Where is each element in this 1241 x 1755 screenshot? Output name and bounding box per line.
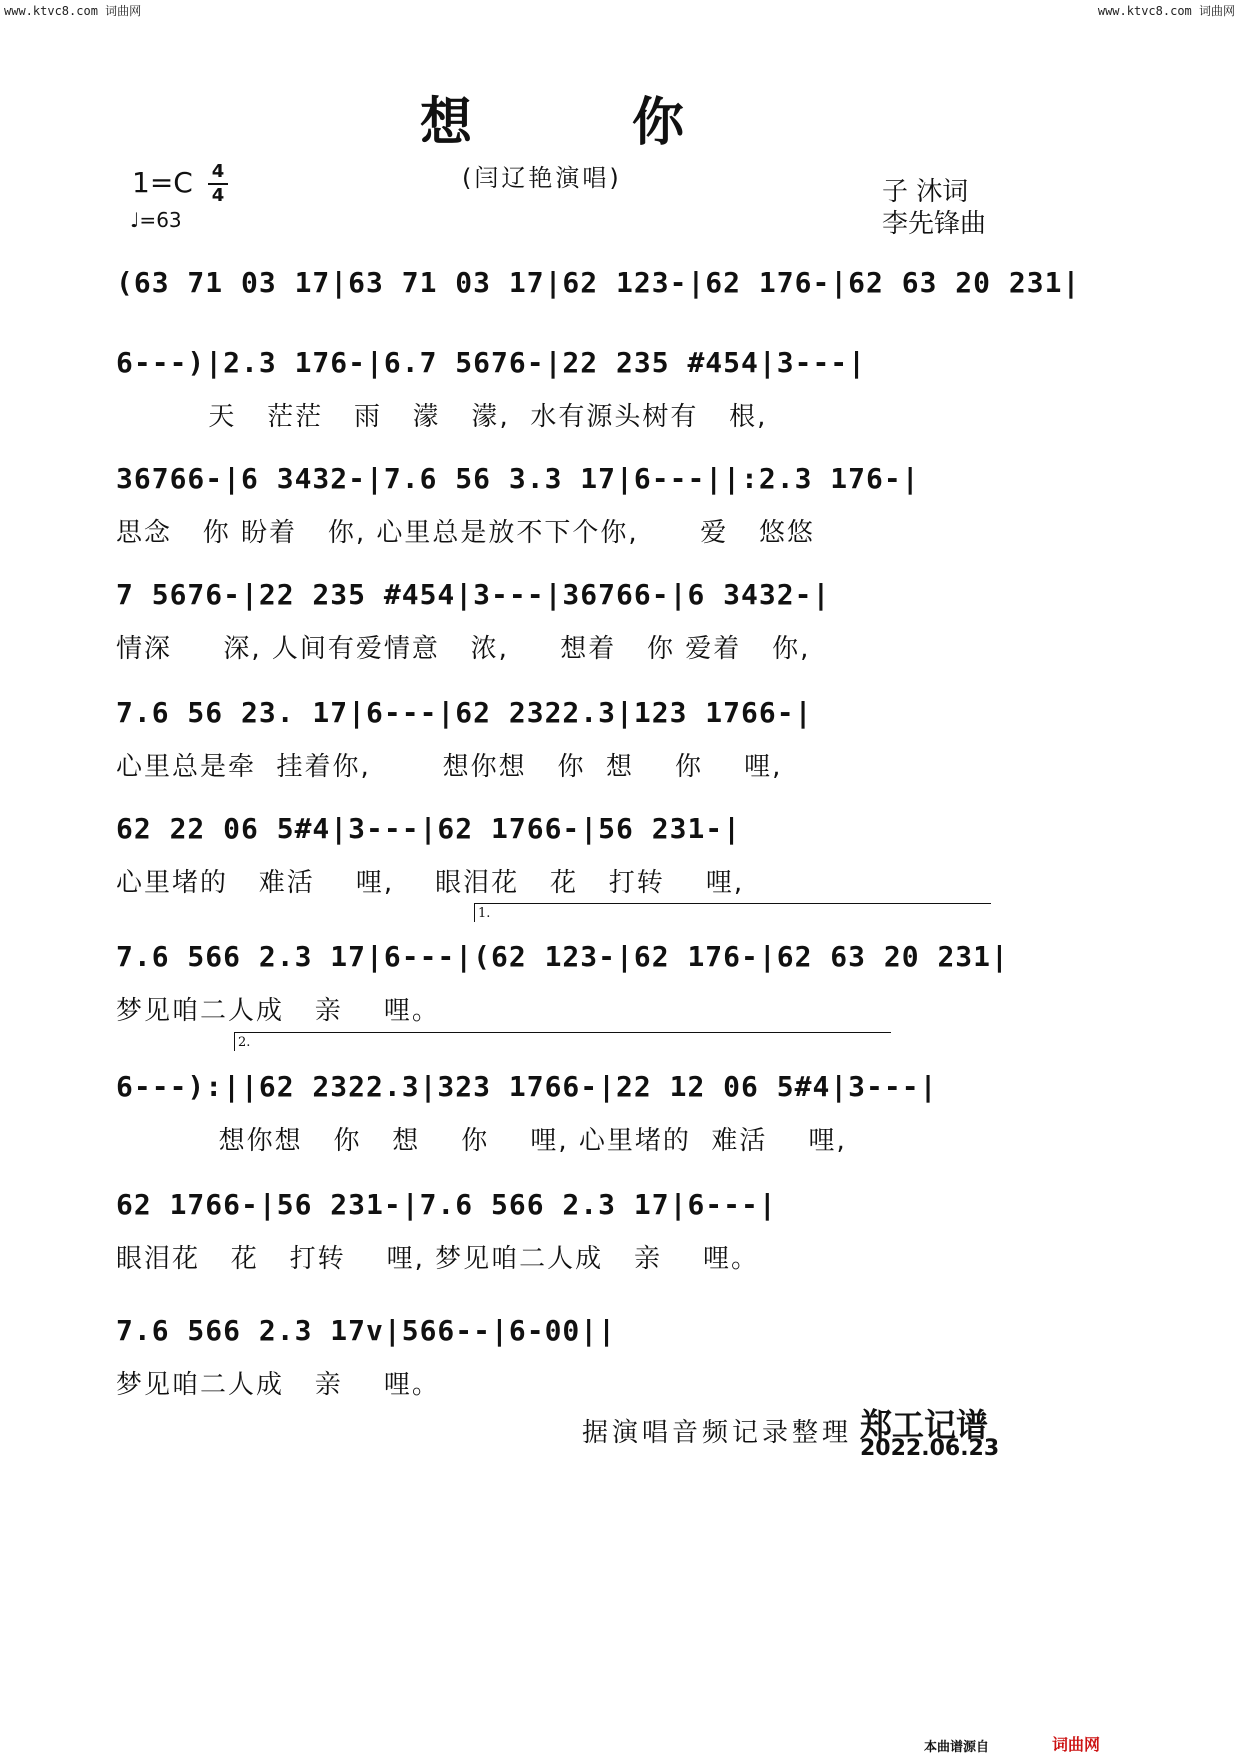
score-line-10-notes: 7.6 566 2.3 17v|566--|6-00|| [116,1314,617,1347]
transcription-date: 2022.06.23 [860,1436,1000,1461]
score-line-7-lyrics: 梦见咱二人成 亲 哩。 [116,996,440,1026]
credits [882,176,986,240]
score-line-5-lyrics: 心里总是牵 挂着你, 想你想 你 想 你 哩, [116,752,783,782]
source-brand: 词曲网 [1052,1735,1101,1754]
tempo-marking: ♩=63 [130,208,182,232]
score-line-2-notes: 6---)|2.3 176-|6.7 5676-|22 235 #454|3---| [116,346,867,379]
transcriber-brand: 郑工记谱 [860,1406,989,1444]
score-line-6-lyrics: 心里堵的 难活 哩, 眼泪花 花 打转 哩, [116,868,745,898]
transcription-note: 据演唱音频记录整理 [582,1418,853,1448]
score-line-7-notes: 7.6 566 2.3 17|6---|(62 123-|62 176-|62 63 20 231| [116,940,1009,973]
site-watermark-left: www.ktvc8.com 词曲网 [4,4,142,18]
score-line-9-lyrics: 眼泪花 花 打转 哩, 梦见咱二人成 亲 哩。 [116,1244,760,1274]
song-title: 想你 [420,92,845,153]
composer-credit: 李先锋曲 [882,209,987,239]
score-line-9-notes: 62 1766-|56 231-|7.6 566 2.3 17|6---| [116,1188,777,1221]
time-signature-top: 4 [211,161,225,182]
site-watermark-right: www.ktvc8.com 词曲网 [1097,4,1235,18]
score-line-3-lyrics: 思念 你 盼着 你, 心里总是放不下个你, 爱 悠悠 [116,518,816,548]
volta-2-label: 2. [238,1035,251,1050]
score-line-8-lyrics: 想你想 你 想 你 哩, 心里堵的 难活 哩, [116,1126,847,1156]
volta-2-bracket [234,1032,891,1051]
score-line-4-lyrics: 情深 深, 人间有爱情意 浓, 想着 你 爱着 你, [116,634,811,664]
score-line-1-notes: (63 71 03 17|63 71 03 17|62 123-|62 176-|62 63 20 231| [116,266,1081,299]
key-signature: 1=C [132,166,193,199]
score-line-8-notes: 6---):||62 2322.3|323 1766-|22 12 06 5#4|3---| [116,1070,938,1103]
score-line-2-lyrics: 天 茫茫 雨 濛 濛, 水有源头树有 根, [116,402,768,432]
score-line-6-notes: 62 22 06 5#4|3---|62 1766-|56 231-| [116,812,742,845]
singer-note: (闫辽艳演唱) [462,164,622,192]
time-signature [208,162,228,206]
score-line-4-notes: 7 5676-|22 235 #454|3---|36766-|6 3432-| [116,578,831,611]
score-line-5-notes: 7.6 56 23. 17|6---|62 2322.3|123 1766-| [116,696,813,729]
score-line-3-notes: 36766-|6 3432-|7.6 56 3.3 17|6---||:2.3 176-| [116,462,920,495]
score-line-10-lyrics: 梦见咱二人成 亲 哩。 [116,1370,440,1400]
time-signature-bottom: 4 [211,185,225,206]
volta-1-bracket [474,903,991,922]
volta-1-label: 1. [478,906,491,921]
source-label: 本曲谱源自 [924,1740,990,1755]
lyricist-credit: 子 沐词 [882,177,969,207]
